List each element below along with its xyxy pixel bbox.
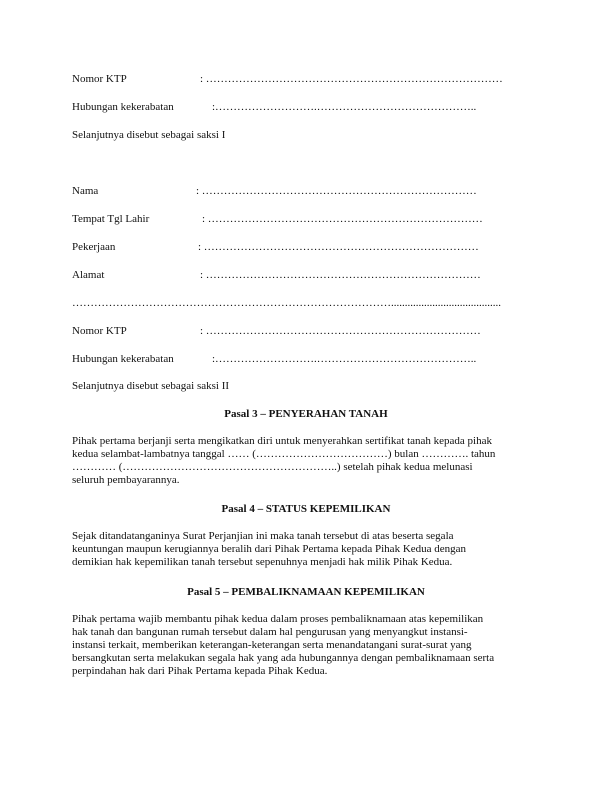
w2-hubungan-value: :……………………….…………………………………….. <box>212 353 477 365</box>
pasal5-title: Pasal 5 – PEMBALIKNAMAAN KEPEMILIKAN <box>187 586 425 598</box>
w2-hubungan-label: Hubungan kekerabatan <box>72 353 174 365</box>
w2-ktp-label: Nomor KTP <box>72 325 127 337</box>
w1-hubungan-label: Hubungan kekerabatan <box>72 101 174 113</box>
pasal5-line: bersangkutan serta melakukan segala hak yang ada hubungannya dengan pembaliknamaan serta <box>72 652 495 664</box>
pasal3-line: seluruh pembayarannya. <box>72 474 180 486</box>
pasal4-title: Pasal 4 – STATUS KEPEMILIKAN <box>221 503 391 515</box>
pasal3-paragraph <box>72 435 544 487</box>
w2-pekerjaan-value: : ………………………………………………………………… <box>198 241 479 253</box>
pasal4-line: demikian hak kepemilikan tanah tersebut sepenuhnya menjadi hak milik Pihak Kedua. <box>72 556 453 568</box>
pasal4-paragraph <box>72 530 544 569</box>
w2-ttl-label: Tempat Tgl Lahir <box>72 213 150 225</box>
w2-ttl-value: : ………………………………………………………………… <box>202 213 483 225</box>
pasal4-line: Sejak ditandatanganinya Surat Perjanjian ini maka tanah tersebut di atas beserta segala <box>72 530 454 542</box>
pasal5-line: perpindahan hak dari Pihak Pertama kepada Pihak Kedua. <box>72 665 328 677</box>
w2-pekerjaan-label: Pekerjaan <box>72 241 116 253</box>
w2-alamat-value: : ………………………………………………………………… <box>200 269 481 281</box>
pasal5-line: instansi terkait, memberikan keterangan-keterangan serta menandatangani surat-surat yang <box>72 639 472 651</box>
pasal3-line: kedua selambat-lambatnya tanggal …… (………………………………) bulan …………. tahun <box>72 448 496 460</box>
w1-ktp-label: Nomor KTP <box>72 73 127 85</box>
w2-ktp-value: : ………………………………………………………………… <box>200 325 481 337</box>
w2-closing: Selanjutnya disebut sebagai saksi II <box>72 380 230 392</box>
pasal5-line: Pihak pertama wajib membantu pihak kedua dalam proses pembaliknamaan atas kepemilikan <box>72 613 484 625</box>
pasal4-line: keuntungan maupun kerugiannya beralih dari Pihak Pertama kepada Pihak Kedua dengan <box>72 543 467 555</box>
w2-alamat-line2: ……………………………………………………………………………........................................ <box>72 297 501 309</box>
pasal3-title: Pasal 3 – PENYERAHAN TANAH <box>224 408 388 420</box>
pasal3-line: ………… (…………………………………………………..) setelah pihak kedua melunasi <box>72 461 473 473</box>
w2-alamat-label: Alamat <box>72 269 105 281</box>
w2-nama-label: Nama <box>72 185 99 197</box>
pasal5-line: hak tanah dan bangunan rumah tersebut dalam hal pengurusan yang menyangkut instansi- <box>72 626 468 638</box>
w1-ktp-value: : ……………………………………………………………………… <box>200 73 503 85</box>
w2-nama-value: : ………………………………………………………………… <box>196 185 477 197</box>
w1-hubungan-value: :……………………….…………………………………….. <box>212 101 477 113</box>
pasal5-paragraph <box>72 613 544 678</box>
w1-closing: Selanjutnya disebut sebagai saksi I <box>72 129 226 141</box>
pasal3-line: Pihak pertama berjanji serta mengikatkan diri untuk menyerahkan sertifikat tanah kepada pihak <box>72 435 492 447</box>
